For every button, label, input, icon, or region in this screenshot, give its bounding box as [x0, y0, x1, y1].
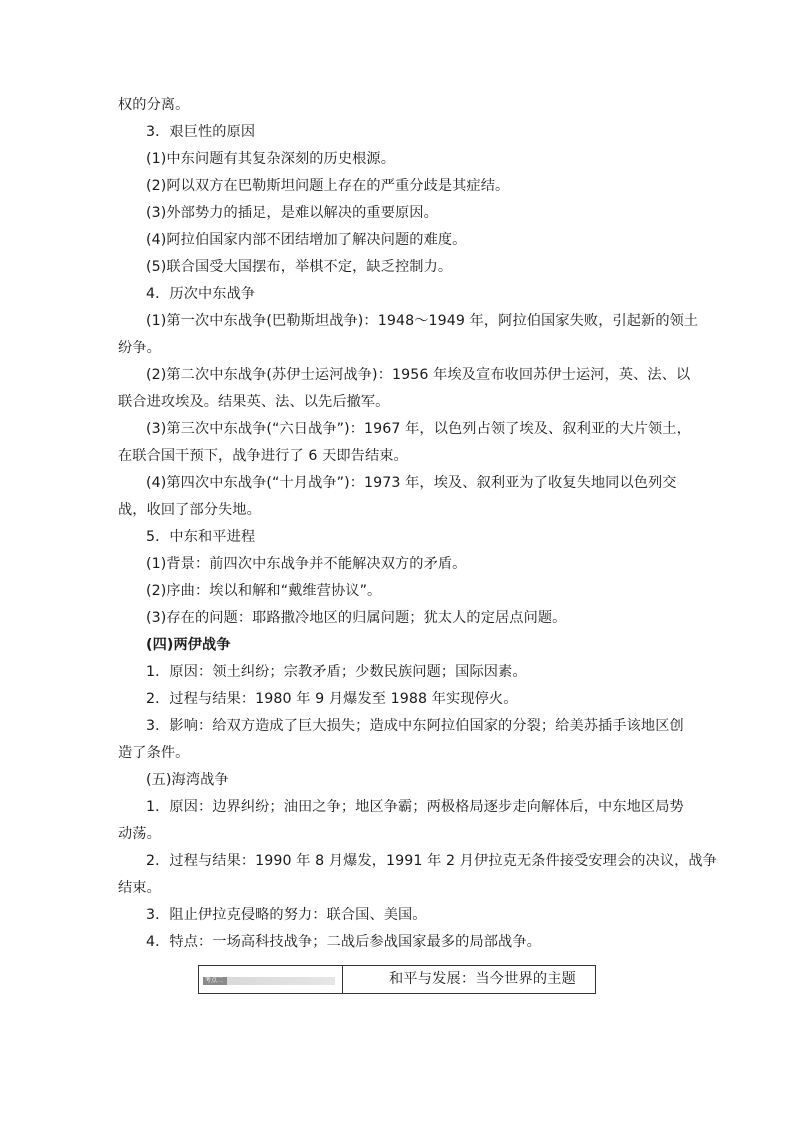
banner-tag-cell [199, 966, 343, 993]
text-line: (1)第一次中东战争(巴勒斯坦战争)：1948～1949 年，阿拉伯国家失败，引起新的领土 [146, 313, 699, 329]
banner-tag-label: 考点二 [205, 977, 224, 984]
subsection-heading: (五)海湾战争 [146, 772, 229, 788]
section-heading: 3．艰巨性的原因 [146, 124, 256, 140]
text-line: (5)联合国受大国摆布，举棋不定，缺乏控制力。 [146, 259, 453, 275]
text-line: (4)第四次中东战争(“十月战争”)：1973 年，埃及、叙利亚为了收复失地同以色列交 [146, 475, 677, 491]
topic-banner [198, 965, 596, 994]
text-line: 战，收回了部分失地。 [118, 502, 261, 518]
text-line: (3)外部势力的插足，是难以解决的重要原因。 [146, 205, 438, 221]
text-line: 3．阻止伊拉克侵略的努力：联合国、美国。 [146, 907, 427, 923]
text-line: 2．过程与结果：1980 年 9 月爆发至 1988 年实现停火。 [146, 691, 518, 707]
text-line: 纷争。 [118, 340, 161, 356]
banner-title: 和平与发展：当今世界的主题 [389, 971, 577, 987]
text-line: (2)阿以双方在巴勒斯坦问题上存在的严重分歧是其症结。 [146, 178, 510, 194]
text-line: 1．原因：领土纠纷；宗教矛盾；少数民族问题；国际因素。 [146, 664, 527, 680]
text-line: 4．特点：一场高科技战争；二战后参战国家最多的局部战争。 [146, 934, 541, 950]
text-line: 在联合国干预下，战争进行了 6 天即告结束。 [118, 448, 408, 464]
text-line: 权的分离。 [118, 97, 190, 113]
text-line: 联合进攻埃及。结果英、法、以先后撤军。 [118, 394, 390, 410]
text-line: (3)存在的问题：耶路撒冷地区的归属问题；犹太人的定居点问题。 [146, 610, 567, 626]
text-line: 动荡。 [118, 826, 161, 842]
text-line: (2)第二次中东战争(苏伊士运河战争)：1956 年埃及宣布收回苏伊士运河，英、法、以 [146, 367, 691, 383]
subsection-heading: (四)两伊战争 [146, 637, 231, 653]
document-body [118, 92, 717, 956]
text-line: (2)序曲：埃以和解和“戴维营协议”。 [146, 583, 382, 599]
text-line: 1．原因：边界纠纷；油田之争；地区争霸；两极格局逐步走向解体后，中东地区局势 [146, 799, 684, 815]
text-line: 造了条件。 [118, 745, 190, 761]
text-line: 2．过程与结果：1990 年 8 月爆发，1991 年 2 月伊拉克无条件接受安理会的决议，战争 [146, 853, 717, 869]
text-line: (4)阿拉伯国家内部不团结增加了解决问题的难度。 [146, 232, 467, 248]
text-line: 3．影响：给双方造成了巨大损失；造成中东阿拉伯国家的分裂；给美苏插手该地区创 [146, 718, 684, 734]
section-heading: 5．中东和平进程 [146, 529, 256, 545]
section-heading: 4．历次中东战争 [146, 286, 256, 302]
text-line: (3)第三次中东战争(“六日战争”)：1967 年，以色列占领了埃及、叙利亚的大片领土， [146, 421, 691, 437]
text-line: (1)中东问题有其复杂深刻的历史根源。 [146, 151, 395, 167]
text-line: 结束。 [118, 880, 161, 896]
text-line: (1)背景：前四次中东战争并不能解决双方的矛盾。 [146, 556, 467, 572]
